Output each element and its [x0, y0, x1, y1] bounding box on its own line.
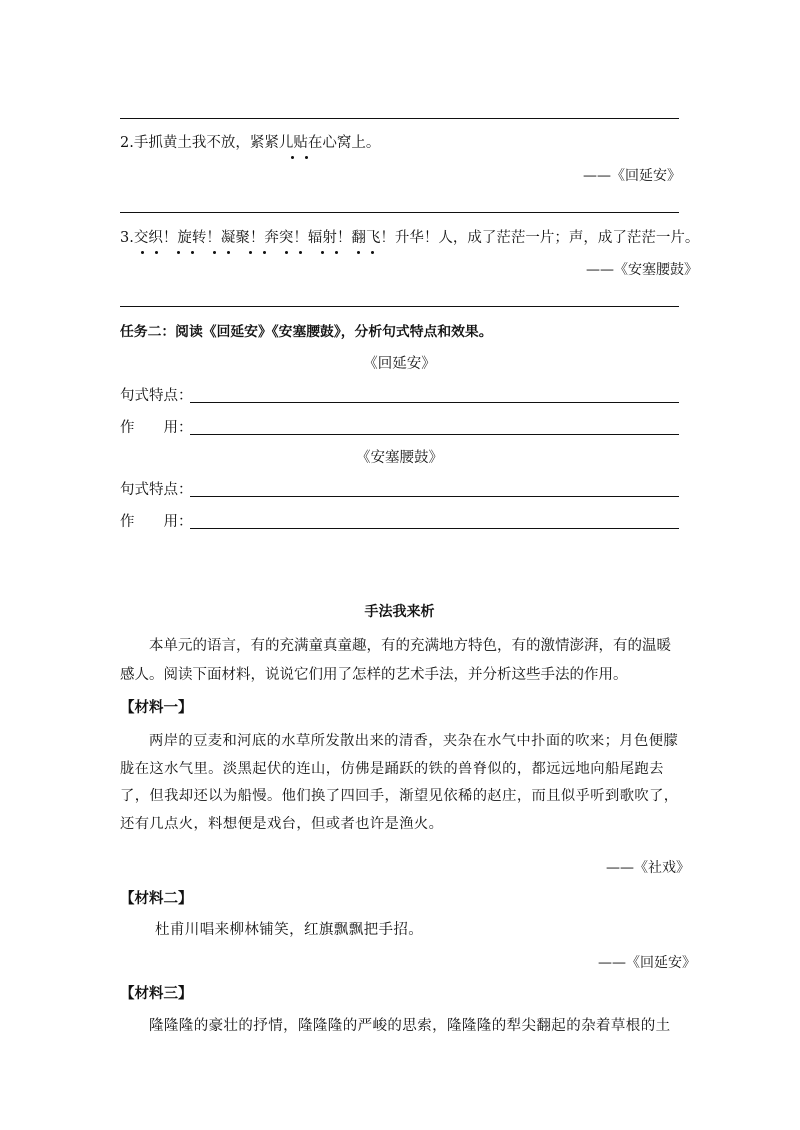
emphasis-dot [263, 251, 266, 254]
answer-line [120, 212, 679, 213]
material-2-label: 【材料二】 [120, 891, 193, 907]
section-title: 手法我来析 [364, 604, 435, 620]
material-3-label: 【材料三】 [120, 986, 193, 1002]
material-1-source: ——《社戏》 [606, 860, 690, 876]
effect-field[interactable] [190, 434, 679, 435]
emphasis-dot [227, 251, 230, 254]
emphasis-dot [335, 251, 338, 254]
task-2-heading: 任务二：阅读《回延安》《安塞腰鼓》，分析句式特点和效果。 [120, 324, 493, 340]
emphasis-dot [291, 156, 294, 159]
quote-3-text: 3.交织！旋转！凝聚！奔突！辐射！翻飞！升华！人，成了茫茫一片；声，成了茫茫一片。 [120, 230, 700, 246]
emphasis-dot [357, 251, 360, 254]
emphasis-dot [285, 251, 288, 254]
quote-2-source: ——《回延安》 [583, 168, 681, 184]
quote-2-text: 2.手抓黄土我不放，紧紧儿贴在心窝上。 [120, 135, 381, 151]
block-2-title: 《安塞腰鼓》 [356, 450, 443, 466]
sentence-feature-field[interactable] [190, 402, 679, 403]
emphasis-dot [299, 251, 302, 254]
answer-line [120, 306, 679, 307]
material-1-label: 【材料一】 [120, 700, 193, 716]
section-intro: 本单元的语言，有的充满童真童趣，有的充满地方特色，有的激情澎湃，有的温暖感人。阅读下面材料，说说它们用了怎样的艺术手法，并分析这些手法的作用。 [120, 638, 671, 683]
answer-line [120, 118, 679, 119]
effect-label: 作 用： [120, 420, 193, 436]
emphasis-dot [191, 251, 194, 254]
sentence-feature-label: 句式特点： [120, 388, 193, 404]
emphasis-dot [249, 251, 252, 254]
emphasis-dot [141, 251, 144, 254]
emphasis-dot [305, 156, 308, 159]
material-1-text: 两岸的豆麦和河底的水草所发散出来的清香，夹杂在水气中扑面的吹来；月色便朦胧在这水气里。淡黑起伏的连山，仿佛是踊跃的铁的兽脊似的，都远远地向船尾跑去了，但我却还以为船慢。他们换了四回手，渐望见依稀的赵庄，而且似乎听到歌吹了，还有几点火，料想便是戏台，但或者也许是渔火。 [120, 733, 679, 832]
sentence-feature-field[interactable] [190, 496, 679, 497]
material-2-source: ——《回延安》 [598, 955, 696, 971]
material-2-text: 杜甫川唱来柳林铺笑，红旗飘飘把手招。 [155, 922, 424, 938]
emphasis-dot [321, 251, 324, 254]
effect-field[interactable] [190, 528, 679, 529]
material-3-text: 隆隆隆的豪壮的抒情，隆隆隆的严峻的思索，隆隆隆的犁尖翻起的杂着草根的土 [149, 1018, 671, 1034]
block-1-title: 《回延安》 [363, 356, 436, 372]
sentence-feature-label: 句式特点： [120, 482, 193, 498]
quote-3-source: ——《安塞腰鼓》 [586, 262, 698, 278]
emphasis-dot [155, 251, 158, 254]
emphasis-dot [371, 251, 374, 254]
effect-label: 作 用： [120, 514, 193, 530]
emphasis-dot [177, 251, 180, 254]
emphasis-dot [213, 251, 216, 254]
